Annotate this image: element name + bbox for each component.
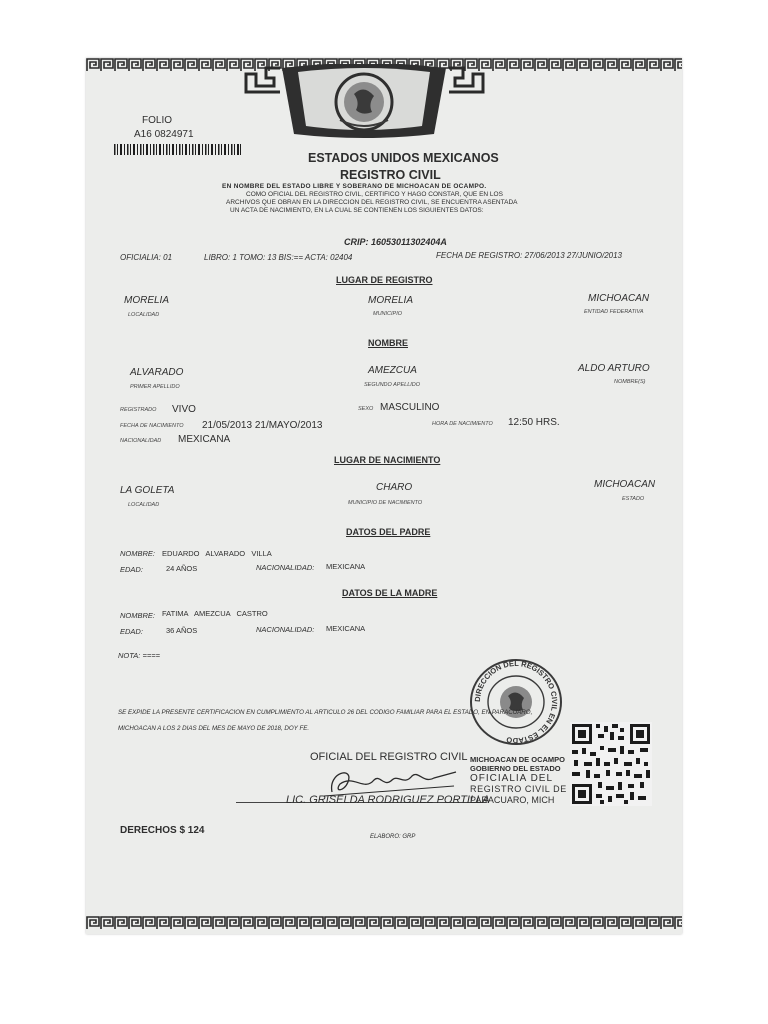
country-title: ESTADOS UNIDOS MEXICANOS xyxy=(308,151,499,165)
nacimiento-municipio: CHARO xyxy=(376,482,413,493)
madre-nacionalidad-label: NACIONALIDAD: xyxy=(256,625,315,634)
sello-line-1: MICHOACAN DE OCAMPO xyxy=(470,755,565,764)
madre-edad-label: EDAD: xyxy=(120,627,143,636)
nota: NOTA: ==== xyxy=(118,651,160,660)
certificacion-line-1: SE EXPIDE LA PRESENTE CERTIFICACION EN CUMPLIMIENTO AL ARTICULO 26 DEL CODIGO FAMILIAR PARA EL ESTADO, EN PARACUARO, xyxy=(118,709,533,716)
sello-line-4: REGISTRO CIVIL DE xyxy=(470,784,567,794)
madre-nombre: FATIMA AMEZCUA CASTRO xyxy=(162,609,268,618)
padre-edad-label: EDAD: xyxy=(120,565,143,574)
sello-line-5: PARACUARO, MICH xyxy=(470,795,555,805)
official-round-stamp xyxy=(468,658,564,746)
sello-line-3: OFICIALIA DEL xyxy=(470,773,554,784)
hora-nacimiento-label: HORA DE NACIMIENTO xyxy=(432,421,493,427)
nacimiento-estado: MICHOACAN xyxy=(594,479,656,490)
padre-nacionalidad-label: NACIONALIDAD: xyxy=(256,563,315,572)
sello-line-2: GOBIERNO DEL ESTADO xyxy=(470,764,561,773)
certificacion-line-2: MICHOACAN A LOS 2 DIAS DEL MES DE MAYO DE 2018, DOY FE. xyxy=(118,725,310,732)
lugar-registro-heading: LUGAR DE REGISTRO xyxy=(336,275,433,285)
nacionalidad-value: MEXICANA xyxy=(178,434,231,445)
elaboro: ELABORO: GRP xyxy=(370,834,416,840)
qr-code[interactable] xyxy=(570,722,652,806)
lugar-nacimiento-heading: LUGAR DE NACIMIENTO xyxy=(334,455,441,465)
registrado-value: VIVO xyxy=(172,404,196,415)
nacimiento-localidad-label: LOCALIDAD xyxy=(128,502,160,508)
barcode xyxy=(114,144,242,155)
nombre-heading: NOMBRE xyxy=(368,338,408,348)
primer-apellido: ALVARADO xyxy=(130,367,184,378)
madre-nacionalidad: MEXICANA xyxy=(326,624,366,633)
registry-title: REGISTRO CIVIL xyxy=(340,168,441,182)
stamp-ring-text: DIRECCION DEL REGISTRO CIVIL EN EL ESTADO xyxy=(472,658,560,746)
primer-apellido-label: PRIMER APELLIDO xyxy=(130,384,180,390)
nacimiento-localidad: LA GOLETA xyxy=(120,485,175,496)
madre-heading: DATOS DE LA MADRE xyxy=(342,588,438,598)
fecha-nacimiento-label: FECHA DE NACIMIENTO xyxy=(120,423,184,429)
folio-label: FOLIO xyxy=(142,115,173,126)
sexo-label: SEXO xyxy=(358,406,374,412)
crip-code: CRIP: 16053011302404A xyxy=(344,237,447,247)
intro-line-1: EN NOMBRE DEL ESTADO LIBRE Y SOBERANO DE MICHOACAN DE OCAMPO. xyxy=(222,183,487,190)
segundo-apellido: AMEZCUA xyxy=(368,365,417,376)
nombres: ALDO ARTURO xyxy=(578,363,650,374)
fecha-nacimiento: 21/05/2013 21/MAYO/2013 xyxy=(202,420,323,431)
oficialia: OFICIALIA: 01 xyxy=(120,253,173,262)
registro-entidad-label: ENTIDAD FEDERATIVA xyxy=(584,309,644,315)
nacionalidad-label: NACIONALIDAD xyxy=(120,438,162,444)
padre-edad: 24 AÑOS xyxy=(166,564,198,573)
registro-localidad: MORELIA xyxy=(124,295,170,306)
registro-municipio-label: MUNICIPIO xyxy=(373,311,403,317)
coat-of-arms-emblem xyxy=(274,64,454,159)
fecha-registro: FECHA DE REGISTRO: 27/06/2013 27/JUNIO/2013 xyxy=(436,251,623,260)
hora-nacimiento: 12:50 HRS. xyxy=(508,417,560,428)
nacimiento-estado-label: ESTADO xyxy=(622,496,645,502)
sexo-value: MASCULINO xyxy=(380,402,440,413)
padre-nombre: EDUARDO ALVARADO VILLA xyxy=(162,549,272,558)
padre-nacionalidad: MEXICANA xyxy=(326,562,366,571)
segundo-apellido-label: SEGUNDO APELLIDO xyxy=(364,382,421,388)
nacimiento-municipio-label: MUNICIPIO DE NACIMIENTO xyxy=(348,500,423,506)
registro-municipio: MORELIA xyxy=(368,295,414,306)
registrado-label: REGISTRADO xyxy=(120,407,157,413)
intro-line-2: COMO OFICIAL DEL REGISTRO CIVIL, CERTIFICO Y HAGO CONSTAR, QUE EN LOS xyxy=(246,191,503,198)
padre-nombre-label: NOMBRE: xyxy=(120,549,156,558)
greek-key-border-bottom xyxy=(86,916,682,930)
firma-cargo: OFICIAL DEL REGISTRO CIVIL xyxy=(310,751,468,763)
madre-nombre-label: NOMBRE: xyxy=(120,611,156,620)
libro-tomo-acta: LIBRO: 1 TOMO: 13 BIS:== ACTA: 02404 xyxy=(204,253,353,262)
nombres-label: NOMBRE(S) xyxy=(614,379,646,385)
birth-certificate xyxy=(86,58,682,934)
padre-heading: DATOS DEL PADRE xyxy=(346,527,431,537)
registro-entidad: MICHOACAN xyxy=(588,293,650,304)
derechos: DERECHOS $ 124 xyxy=(120,825,205,836)
intro-line-4: UN ACTA DE NACIMIENTO, EN LA CUAL SE CONTIENEN LOS SIGUIENTES DATOS: xyxy=(230,207,484,214)
folio-number: A16 0824971 xyxy=(134,129,194,140)
firma-nombre: LIC. GRISELDA RODRIGUEZ PORTILLA xyxy=(286,794,490,806)
ornament-right xyxy=(448,66,493,96)
intro-line-3: ARCHIVOS QUE OBRAN EN LA DIRECCION DEL REGISTRO CIVIL, SE ENCUENTRA ASENTADA xyxy=(226,199,518,206)
registro-localidad-label: LOCALIDAD xyxy=(128,312,160,318)
madre-edad: 36 AÑOS xyxy=(166,626,198,635)
